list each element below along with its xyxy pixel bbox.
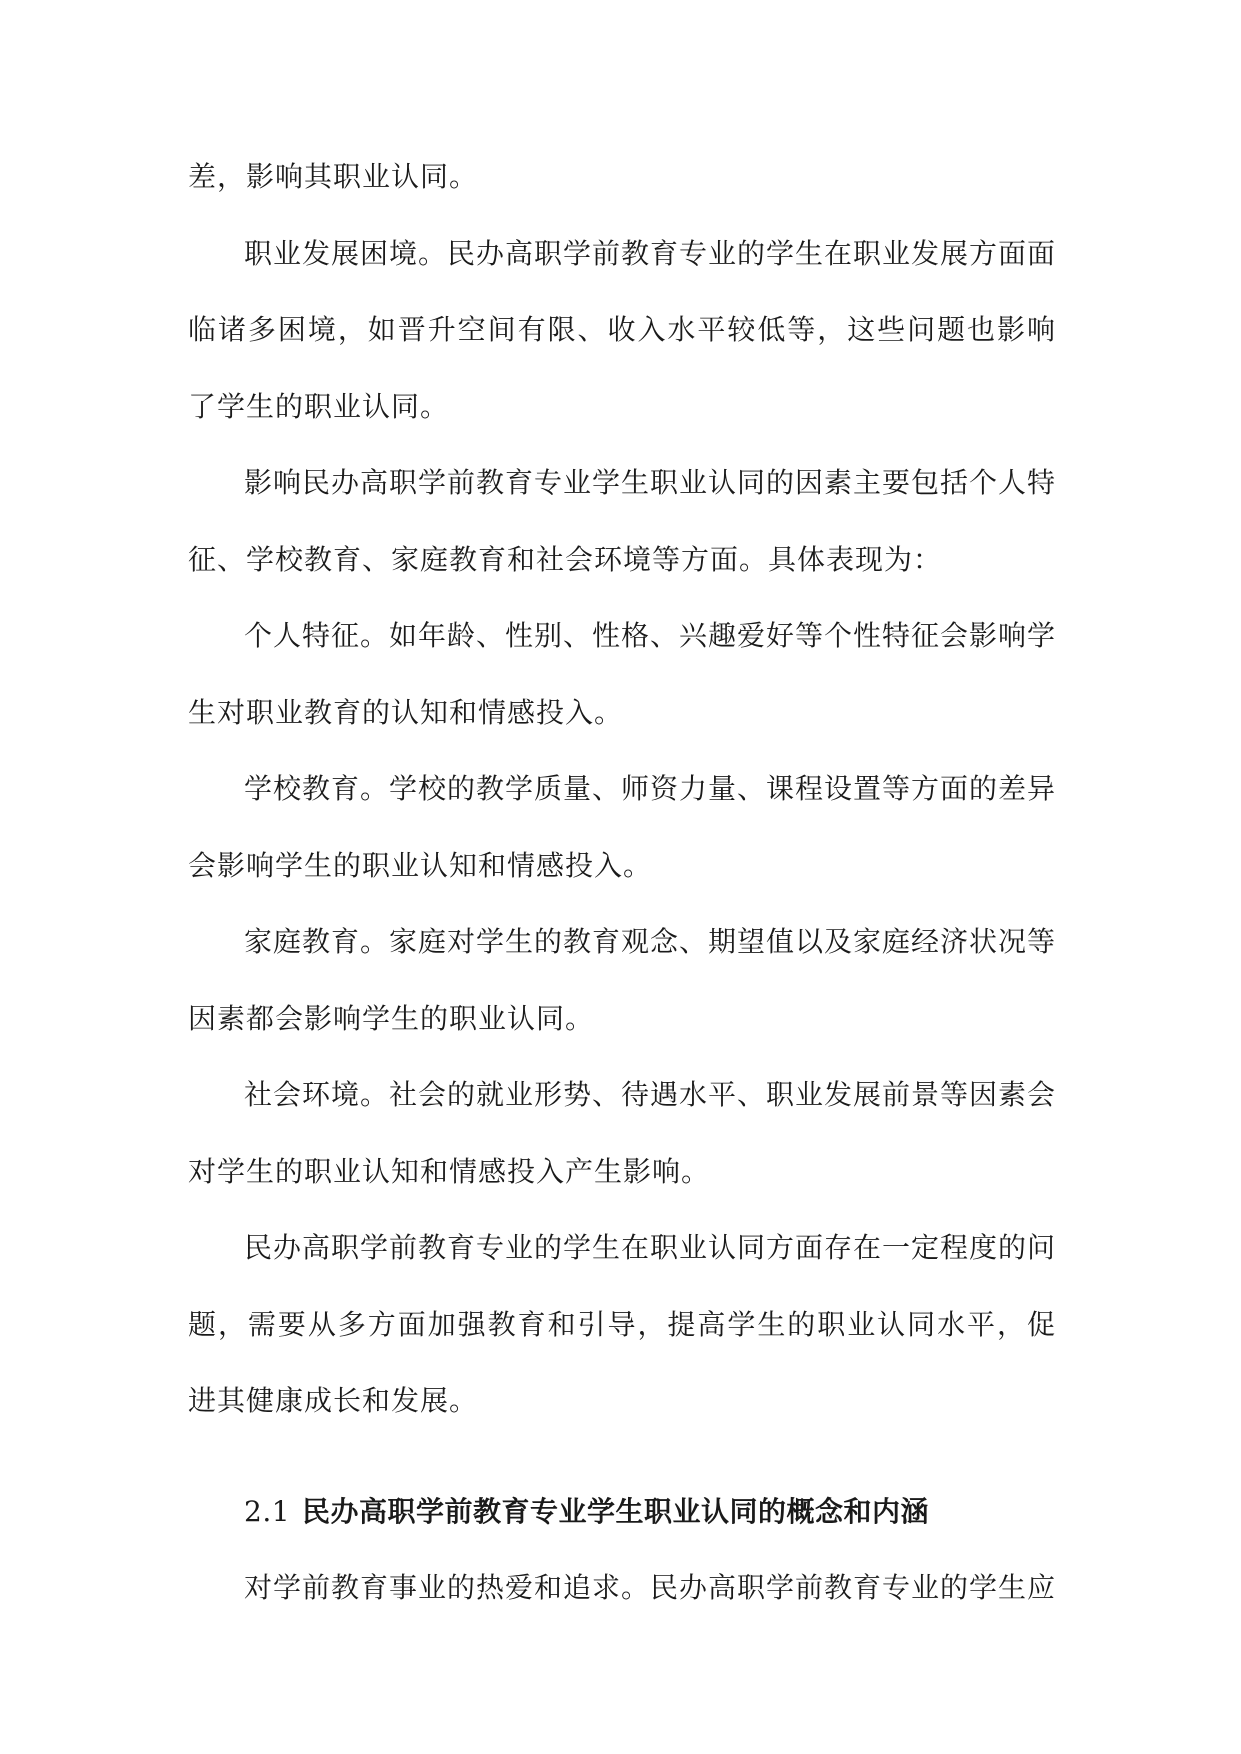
paragraph-family-education: 家庭教育。家庭对学生的教育观念、期望值以及家庭经济状况等因素都会影响学生的职业认同。 — [188, 925, 1057, 1035]
section-heading — [188, 1440, 1056, 1551]
paragraph-conclusion: 民办高职学前教育专业的学生在职业认同方面存在一定程度的问题，需要从多方面加强教育和引导，提高学生的职业认同水平，促进其健康成长和发展。 — [188, 1231, 1057, 1417]
paragraph-career-dilemma: 职业发展困境。民办高职学前教育专业的学生在职业发展方面面临诸多困境，如晋升空间有限、收入水平较低等，这些问题也影响了学生的职业认同。 — [188, 236, 1057, 423]
paragraph-social-environment: 社会环境。社会的就业形势、待遇水平、职业发展前景等因素会对学生的职业认知和情感投入产生影响。 — [188, 1078, 1057, 1188]
section-number: 2.1 — [244, 1494, 291, 1528]
paragraph-personal-traits: 个人特征。如年龄、性别、性格、兴趣爱好等个性特征会影响学生对职业教育的认知和情感投入。 — [188, 619, 1057, 729]
paragraph-passion: 对学前教育事业的热爱和追求。民办高职学前教育专业的学生应 — [244, 1571, 1057, 1604]
document-body — [188, 139, 1056, 1627]
paragraph-continuation: 差，影响其职业认同。 — [188, 160, 479, 193]
section-title: 民办高职学前教育专业学生职业认同的概念和内涵 — [302, 1494, 930, 1528]
paragraph-school-education: 学校教育。学校的教学质量、师资力量、课程设置等方面的差异会影响学生的职业认知和情感投入。 — [188, 772, 1057, 882]
paragraph-influencing-factors: 影响民办高职学前教育专业学生职业认同的因素主要包括个人特征、学校教育、家庭教育和社会环境等方面。具体表现为： — [188, 466, 1057, 576]
